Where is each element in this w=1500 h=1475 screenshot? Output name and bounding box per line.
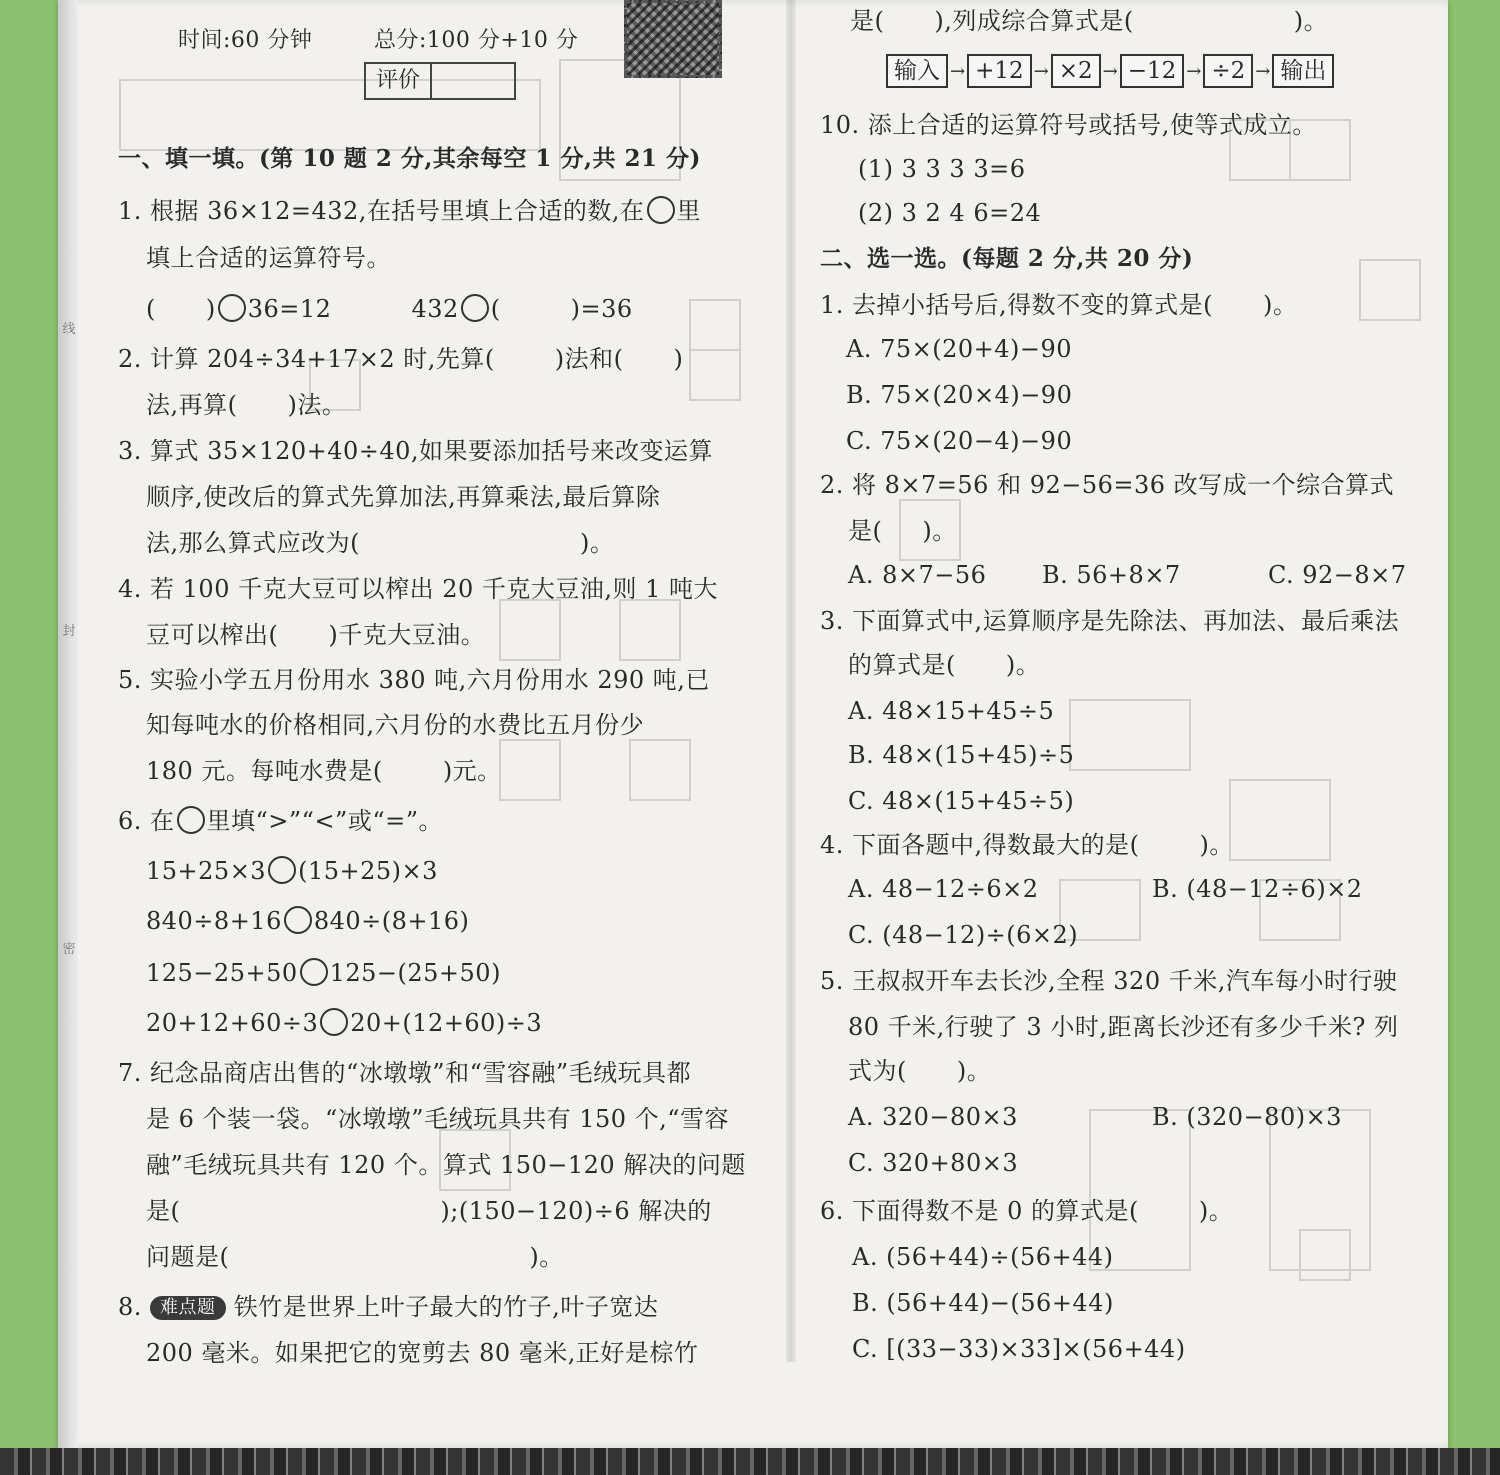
c5-option-b[interactable]: B. (320−80)×3 [1152, 1103, 1342, 1131]
q6-row4 [146, 1008, 542, 1038]
c1-option-c[interactable]: C. 75×(20−4)−90 [846, 427, 1073, 455]
q2-text3: ) [673, 345, 684, 373]
c6-end: )。 [1198, 1197, 1234, 1225]
c5-option-a[interactable]: A. 320−80×3 [848, 1103, 1018, 1131]
arrow-right-icon: → [1033, 60, 1049, 82]
flow-output: 输出 [1272, 54, 1334, 88]
q5-text: 180 元。每吨水费是( [146, 757, 383, 785]
q6-right: 125−(25+50) [329, 959, 501, 987]
flow-step-sub: −12 [1120, 54, 1185, 88]
q7-text2: );(150−120)÷6 解决的 [440, 1197, 712, 1225]
exam-total-score: 总分:100 分+10 分 [374, 28, 579, 53]
c2-text: 是( [848, 517, 883, 545]
q6-right: 840÷(8+16) [313, 907, 470, 935]
q1-eq2-end: )=36 [570, 295, 633, 323]
q4-text: 豆可以榨出( [146, 621, 279, 649]
flow-diagram [886, 54, 1334, 88]
c4-option-a[interactable]: A. 48−12÷6×2 [848, 875, 1039, 903]
q5-line3 [146, 756, 502, 786]
difficulty-badge: 难点题 [150, 1296, 226, 1320]
q1-line2: 填上合适的运算符号。 [146, 244, 391, 272]
q8-line2: 200 毫米。如果把它的宽剪去 80 毫米,正好是棕竹 [146, 1339, 699, 1367]
c5-line2: 80 千米,行驶了 3 小时,距离长沙还有多少千米? 列 [848, 1013, 1399, 1041]
q2-text: 2. 计算 204÷34+17×2 时,先算( [118, 345, 495, 373]
arrow-right-icon: → [1255, 60, 1271, 82]
c3-option-c[interactable]: C. 48×(15+45÷5) [848, 787, 1075, 815]
q1-text: 1. 根据 36×12=432,在括号里填上合适的数,在 [118, 197, 645, 225]
c2-line2 [848, 516, 957, 546]
q10-title: 10. 添上合适的运算符号或括号,使等式成立。 [820, 111, 1317, 139]
q3-line3 [146, 528, 614, 558]
c4-question [820, 830, 1234, 860]
paren-close: ) [205, 295, 216, 323]
q1-eq1: 36=12 [247, 295, 332, 323]
q1-line3 [146, 294, 633, 324]
c6-question [820, 1196, 1233, 1226]
q6-right: 20+(12+60)÷3 [350, 1009, 543, 1037]
q2-text5: )法。 [287, 391, 347, 419]
q9-text3: )。 [1293, 7, 1329, 35]
q7-text4: )。 [529, 1243, 564, 1271]
flow-input: 输入 [886, 54, 948, 88]
c5-line3 [848, 1056, 991, 1086]
q4-line2 [146, 620, 485, 650]
circle-blank[interactable] [300, 958, 328, 986]
q6-text: 6. 在 [118, 807, 175, 835]
q4-text2: )千克大豆油。 [328, 621, 486, 649]
circle-blank[interactable] [320, 1008, 348, 1036]
q7-text3: 问题是( [146, 1243, 230, 1271]
section-1-title: 一、填一填。(第 10 题 2 分,其余每空 1 分,共 21 分) [118, 145, 701, 172]
c2-option-b[interactable]: B. 56+8×7 [1042, 561, 1181, 589]
exam-time: 时间:60 分钟 [178, 28, 313, 53]
q6-row3 [146, 958, 501, 988]
q7-line4 [146, 1196, 712, 1226]
c4-end: )。 [1199, 831, 1234, 859]
arrow-right-icon: → [1186, 60, 1202, 82]
q6-right: (15+25)×3 [298, 857, 438, 885]
circle-blank[interactable] [218, 294, 246, 322]
c1-text: 1. 去掉小括号后,得数不变的算式是( [820, 291, 1214, 319]
paren-open: ( [146, 295, 156, 323]
circle-icon [177, 806, 205, 834]
q6-left: 840÷8+16 [146, 907, 282, 935]
c3-line1: 3. 下面算式中,运算顺序是先除法、再加法、最后乘法 [820, 607, 1400, 635]
c1-end: )。 [1263, 291, 1298, 319]
paren-open: ( [490, 295, 501, 323]
evaluation-label: 评价 [366, 64, 432, 98]
c3-option-a[interactable]: A. 48×15+45÷5 [848, 697, 1055, 725]
circle-blank[interactable] [647, 196, 675, 224]
q8-number: 8. [118, 1293, 142, 1321]
c4-option-c[interactable]: C. (48−12)÷(6×2) [848, 921, 1079, 949]
circle-blank[interactable] [461, 294, 489, 322]
q7-text: 是( [146, 1197, 181, 1225]
q7-line3: 融”毛绒玩具共有 120 个。算式 150−120 解决的问题 [146, 1151, 746, 1179]
c3-text: 的算式是( [848, 651, 956, 679]
q6-row2 [146, 906, 469, 936]
c1-option-a[interactable]: A. 75×(20+4)−90 [846, 335, 1073, 363]
q3-line2: 顺序,使改后的算式先算加法,再算乘法,最后算除 [146, 483, 661, 511]
q9-text: 是( [850, 7, 885, 35]
spine-char-1: 线 [62, 322, 76, 337]
q2-text4: 法,再算( [146, 391, 238, 419]
q3-line1: 3. 算式 35×120+40÷40,如果要添加括号来改变运算 [118, 437, 714, 465]
q4-line1: 4. 若 100 千克大豆可以榨出 20 千克大豆油,则 1 吨大 [118, 575, 719, 603]
section-2-title: 二、选一选。(每题 2 分,共 20 分) [820, 245, 1194, 272]
q3-text: 法,那么算式应改为( [146, 529, 360, 557]
flow-step-add: +12 [967, 54, 1032, 88]
q1-eq2-num: 432 [411, 295, 459, 323]
binding-spine [58, 0, 78, 1448]
q2-line1 [118, 344, 683, 374]
q5-line1: 5. 实验小学五月份用水 380 吨,六月份用水 290 吨,已 [118, 666, 710, 694]
c6-text: 6. 下面得数不是 0 的算式是( [820, 1197, 1139, 1225]
q5-text2: )元。 [442, 757, 502, 785]
q2-text2: )法和( [554, 345, 624, 373]
c6-option-c[interactable]: C. [(33−33)×33]×(56+44) [852, 1335, 1186, 1363]
q6-text2: 里填“>”“<”或“=”。 [206, 807, 443, 835]
arrow-right-icon: → [1102, 60, 1118, 82]
q9-line [850, 6, 1328, 36]
q7-line5 [146, 1242, 564, 1272]
q5-line2: 知每吨水的价格相同,六月份的水费比五月份少 [146, 711, 645, 739]
c4-text: 4. 下面各题中,得数最大的是( [820, 831, 1140, 859]
c3-line2 [848, 650, 1040, 680]
q1-line1 [118, 196, 701, 226]
flow-step-div: ÷2 [1203, 54, 1253, 88]
q2-line2 [146, 390, 346, 420]
q6-row1 [146, 856, 438, 886]
q8-text: 铁竹是世界上叶子最大的竹子,叶子宽达 [233, 1293, 659, 1321]
c5-option-c[interactable]: C. 320+80×3 [848, 1149, 1019, 1177]
flow-step-mul: ×2 [1051, 54, 1101, 88]
c2-option-a[interactable]: A. 8×7−56 [848, 561, 987, 589]
c6-option-b[interactable]: B. (56+44)−(56+44) [852, 1289, 1114, 1317]
c1-question [820, 290, 1297, 320]
c6-option-a[interactable]: A. (56+44)÷(56+44) [852, 1243, 1114, 1271]
q7-line1: 7. 纪念品商店出售的“冰墩墩”和“雪容融”毛绒玩具都 [118, 1059, 692, 1087]
c1-option-b[interactable]: B. 75×(20×4)−90 [846, 381, 1073, 409]
c4-option-b[interactable]: B. (48−12÷6)×2 [1152, 875, 1363, 903]
q9-text2: ),列成综合算式是( [934, 7, 1134, 35]
evaluation-box [364, 62, 516, 100]
c3-option-b[interactable]: B. 48×(15+45)÷5 [848, 741, 1075, 769]
circle-blank[interactable] [268, 856, 296, 884]
q10-item2: (2) 3 2 4 6=24 [858, 199, 1042, 227]
c5-text2: )。 [956, 1057, 992, 1085]
evaluation-blank [432, 64, 514, 98]
q6-line1 [118, 806, 443, 836]
c3-text2: )。 [1005, 651, 1041, 679]
spine-char-2: 封 [62, 624, 76, 639]
q8-line1 [118, 1292, 658, 1322]
q6-left: 15+25×3 [146, 857, 267, 885]
q3-text2: )。 [580, 529, 615, 557]
c2-option-c[interactable]: C. 92−8×7 [1268, 561, 1407, 589]
circle-blank[interactable] [284, 906, 312, 934]
arrow-right-icon: → [950, 60, 966, 82]
q1-text-end: 里 [676, 197, 702, 225]
c5-line1: 5. 王叔叔开车去长沙,全程 320 千米,汽车每小时行驶 [820, 967, 1398, 995]
page-fold [786, 0, 796, 1362]
q7-line2: 是 6 个装一袋。“冰墩墩”毛绒玩具共有 150 个,“雪容 [146, 1105, 730, 1133]
q6-left: 20+12+60÷3 [146, 1009, 319, 1037]
background-fabric [0, 1448, 1500, 1475]
q10-item1: (1) 3 3 3 3=6 [858, 155, 1026, 183]
spine-char-3: 密 [62, 942, 76, 957]
c2-line1: 2. 将 8×7=56 和 92−56=36 改写成一个综合算式 [820, 471, 1395, 499]
c2-text2: )。 [922, 517, 957, 545]
c5-text: 式为( [848, 1057, 907, 1085]
qr-code-icon [624, 0, 722, 78]
q6-left: 125−25+50 [146, 959, 298, 987]
